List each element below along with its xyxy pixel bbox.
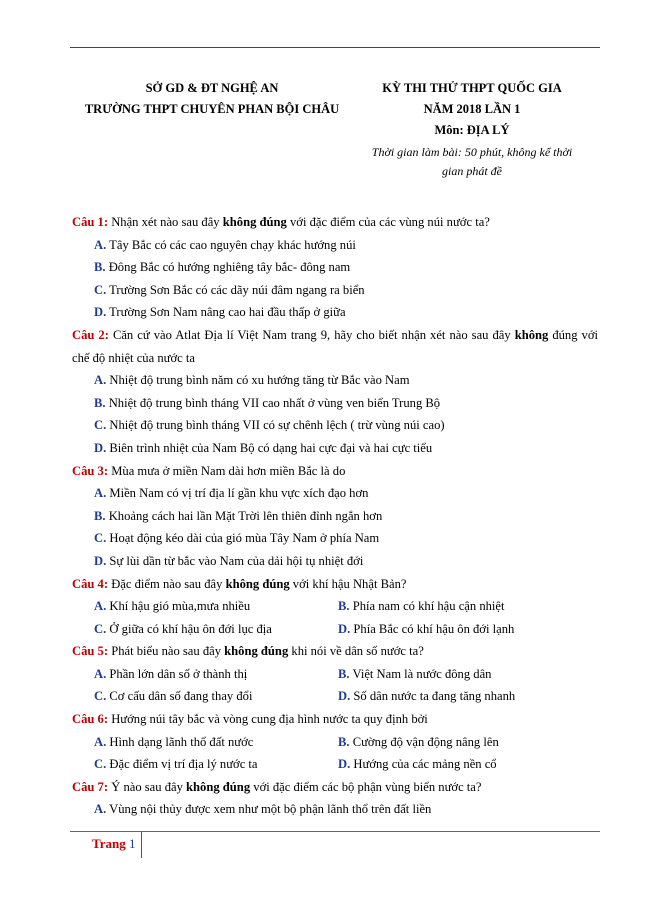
- answer-option: B. Việt Nam là nước đông dân: [338, 666, 492, 681]
- question-list: [72, 211, 598, 821]
- page-number: 1: [128, 836, 136, 851]
- exam-year: NĂM 2018 LẦN 1: [423, 102, 521, 116]
- question: Câu 1: Nhận xét nào sau đây không đúng với đặc điểm của các vùng núi nước ta?: [72, 215, 490, 229]
- exam-time: Thời gian làm bài: 50 phút, không kể thời gian phát đề: [371, 145, 573, 178]
- school-header: [72, 78, 352, 120]
- answer-option: C. Cơ cấu dân số đang thay đổi: [94, 689, 253, 704]
- answer-option: A. Vùng nội thủy được xem như một bộ phận lãnh thổ trên đất liền: [94, 802, 432, 817]
- answer-option: B. Khoảng cách hai lần Mặt Trời lên thiên đỉnh ngắn hơn: [94, 508, 383, 523]
- exam-header: [352, 78, 592, 181]
- answer-row: [72, 731, 598, 754]
- answer-option: D. Phía Bắc có khí hậu ôn đới lạnh: [338, 621, 515, 636]
- answer-option: D. Hướng của các mảng nền cổ: [338, 757, 497, 772]
- answer-option: C. Trường Sơn Bắc có các dãy núi đâm ngang ra biển: [94, 282, 365, 297]
- school-name: TRƯỜNG THPT CHUYÊN PHAN BỘI CHÂU: [84, 102, 340, 116]
- top-rule: [70, 47, 600, 48]
- question: Câu 2: Căn cứ vào Atlat Địa lí Việt Nam trang 9, hãy cho biết nhận xét nào sau đây không đúng với chế độ nhiệt của nước ta: [72, 327, 598, 365]
- answer-option: D. Trường Sơn Nam nâng cao hai đầu thấp ở giữa: [94, 305, 346, 320]
- page-label: Trang: [92, 836, 126, 851]
- footer-rule: [70, 831, 600, 832]
- answer-option: A. Khí hậu gió mùa,mưa nhiều: [94, 599, 251, 614]
- answer-row: [72, 753, 598, 776]
- answer-row: [72, 663, 598, 686]
- question: Câu 4: Đặc điểm nào sau đây không đúng với khí hậu Nhật Bản?: [72, 576, 407, 591]
- answer-option: A. Nhiệt độ trung bình năm có xu hướng tăng từ Bắc vào Nam: [94, 373, 410, 388]
- answer-option: B. Đông Bắc có hướng nghiêng tây bắc- đông nam: [94, 260, 351, 275]
- answer-option: C. Ở giữa có khí hậu ôn đới lục địa: [94, 621, 272, 636]
- answer-row: [72, 595, 598, 618]
- answer-row: [72, 618, 598, 641]
- question: Câu 7: Ý nào sau đây không đúng với đặc điểm các bộ phận vùng biển nước ta?: [72, 779, 482, 794]
- answer-option: B. Cường độ vận động nâng lên: [338, 734, 499, 749]
- answer-option: C. Nhiệt độ trung bình tháng VII có sự chênh lệch ( trừ vùng núi cao): [94, 418, 445, 433]
- answer-option: D. Số dân nước ta đang tăng nhanh: [338, 689, 516, 704]
- question: Câu 5: Phát biểu nào sau đây không đúng khi nói về dân số nước ta?: [72, 644, 424, 659]
- answer-option: A. Tây Bắc có các cao nguyên chạy khác hướng núi: [94, 237, 356, 252]
- answer-option: B. Phía nam có khí hậu cận nhiệt: [338, 599, 505, 614]
- answer-option: B. Nhiệt độ trung bình tháng VII cao nhất ở vùng ven biển Trung Bộ: [94, 395, 441, 410]
- page-footer: [92, 836, 135, 852]
- answer-option: A. Miền Nam có vị trí địa lí gần khu vực xích đạo hơn: [94, 486, 369, 501]
- answer-option: A. Phần lớn dân số ở thành thị: [94, 666, 248, 681]
- answer-option: D. Sự lùi dần từ bắc vào Nam của dải hội tụ nhiệt đới: [94, 553, 364, 568]
- question: Câu 3: Mùa mưa ở miền Nam dài hơn miền Bắc là do: [72, 463, 346, 478]
- exam-subject: Môn: ĐỊA LÝ: [434, 123, 510, 137]
- department-name: SỞ GD & ĐT NGHỆ AN: [145, 81, 279, 95]
- answer-option: D. Biên trình nhiệt của Nam Bộ có dạng hai cực đại và hai cực tiểu: [94, 440, 433, 455]
- answer-option: A. Hình dạng lãnh thổ đất nước: [94, 734, 254, 749]
- answer-option: C. Hoạt động kéo dài của gió mùa Tây Nam ở phía Nam: [94, 531, 380, 546]
- exam-title: KỲ THI THỬ THPT QUỐC GIA: [382, 81, 562, 95]
- question: Câu 6: Hướng núi tây bắc và vòng cung địa hình nước ta quy định bởi: [72, 712, 428, 727]
- answer-row: [72, 685, 598, 708]
- footer-divider: [141, 832, 142, 858]
- answer-option: C. Đặc điểm vị trí địa lý nước ta: [94, 757, 258, 772]
